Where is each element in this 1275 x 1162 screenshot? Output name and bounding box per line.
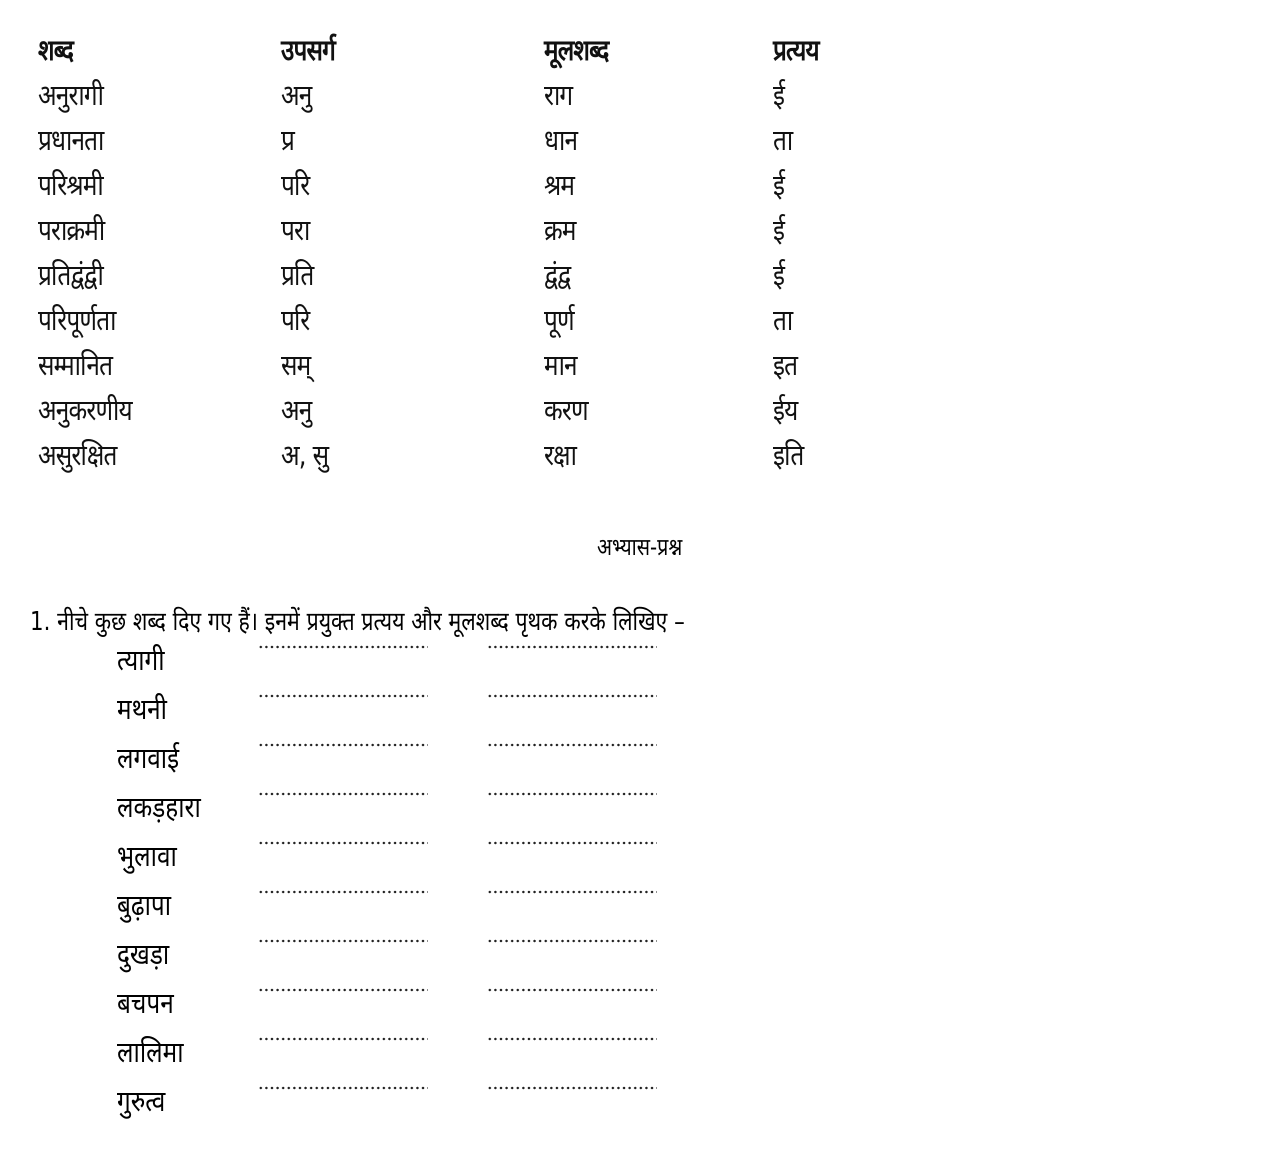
exercise-item: [0, 787, 700, 833]
answer-blank-root: [487, 693, 657, 699]
answer-blank-root: [487, 889, 657, 895]
exercise-item: [0, 1032, 700, 1078]
exercise-item: [0, 983, 700, 1029]
table-cell-word: असुरक्षित: [38, 438, 117, 472]
table-cell-word: पराक्रमी: [38, 213, 105, 247]
table-cell-suffix: ई: [773, 213, 785, 247]
exercise-word: त्यागी: [117, 643, 165, 677]
table-cell-suffix: इति: [773, 438, 804, 472]
table-cell-suffix: ई: [773, 168, 785, 202]
answer-blank-suffix: [258, 791, 428, 797]
exercise-word: लालिमा: [117, 1035, 184, 1069]
exercise-word: भुलावा: [117, 839, 177, 873]
table-cell-root: राग: [544, 78, 573, 112]
table-cell-suffix: ई: [773, 78, 785, 112]
exercise-item: [0, 836, 700, 882]
header-word: शब्द: [38, 33, 74, 67]
table-cell-word: अनुरागी: [38, 78, 104, 112]
answer-blank-root: [487, 644, 657, 650]
table-cell-root: श्रम: [544, 168, 575, 202]
exercise-item: [0, 689, 700, 735]
question-text: 1. नीचे कुछ शब्द दिए गए हैं। इनमें प्रयुक्त प्रत्यय और मूलशब्द पृथक करके लिखिए –: [30, 607, 685, 637]
table-cell-word: प्रधानता: [38, 123, 104, 157]
answer-blank-root: [487, 840, 657, 846]
answer-blank-root: [487, 791, 657, 797]
answer-blank-suffix: [258, 889, 428, 895]
table-cell-prefix: सम्: [281, 348, 311, 382]
table-cell-word: परिपूर्णता: [38, 303, 116, 337]
table-cell-root: पूर्ण: [544, 303, 574, 337]
table-cell-root: धान: [544, 123, 578, 157]
table-cell-prefix: प्र: [281, 123, 295, 157]
table-cell-prefix: अनु: [281, 78, 312, 112]
answer-blank-root: [487, 1036, 657, 1042]
answer-blank-suffix: [258, 742, 428, 748]
table-cell-prefix: परा: [281, 213, 310, 247]
table-cell-suffix: ता: [773, 123, 793, 157]
answer-blank-suffix: [258, 938, 428, 944]
answer-blank-root: [487, 987, 657, 993]
exercise-word: बुढ़ापा: [117, 888, 172, 922]
table-cell-word: सम्मानित: [38, 348, 113, 382]
answer-blank-suffix: [258, 1036, 428, 1042]
answer-blank-suffix: [258, 840, 428, 846]
table-cell-prefix: अ, सु: [281, 438, 329, 472]
header-root-word: मूलशब्द: [544, 33, 609, 67]
table-cell-suffix: इत: [773, 348, 798, 382]
table-cell-root: द्वंद्व: [544, 258, 571, 292]
table-cell-root: करण: [544, 393, 588, 427]
exercise-item: [0, 934, 700, 980]
exercise-word: बचपन: [117, 986, 174, 1020]
header-prefix: उपसर्ग: [281, 33, 336, 67]
exercise-item: [0, 640, 700, 686]
exercise-item: [0, 885, 700, 931]
answer-blank-suffix: [258, 1085, 428, 1091]
table-cell-prefix: परि: [281, 303, 310, 337]
table-cell-prefix: परि: [281, 168, 310, 202]
section-title: अभ्यास-प्रश्न: [597, 533, 683, 561]
table-cell-suffix: ता: [773, 303, 793, 337]
answer-blank-root: [487, 1085, 657, 1091]
table-cell-prefix: अनु: [281, 393, 312, 427]
exercise-word: लकड़हारा: [117, 790, 201, 824]
answer-blank-root: [487, 742, 657, 748]
answer-blank-suffix: [258, 693, 428, 699]
table-cell-root: क्रम: [544, 213, 576, 247]
table-cell-prefix: प्रति: [281, 258, 314, 292]
header-suffix: प्रत्यय: [773, 33, 819, 67]
answer-blank-suffix: [258, 987, 428, 993]
answer-blank-root: [487, 938, 657, 944]
table-cell-suffix: ई: [773, 258, 785, 292]
exercise-word: लगवाई: [117, 741, 180, 775]
exercise-item: [0, 1081, 700, 1127]
table-cell-word: अनुकरणीय: [38, 393, 132, 427]
table-cell-word: परिश्रमी: [38, 168, 103, 202]
exercise-word: मथनी: [117, 692, 167, 726]
table-cell-root: रक्षा: [544, 438, 577, 472]
table-cell-root: मान: [544, 348, 577, 382]
exercise-word: दुखड़ा: [117, 937, 170, 971]
answer-blank-suffix: [258, 644, 428, 650]
exercise-word: गुरुत्व: [117, 1084, 166, 1118]
table-cell-word: प्रतिद्वंद्वी: [38, 258, 104, 292]
table-cell-suffix: ईय: [773, 393, 798, 427]
exercise-item: [0, 738, 700, 784]
